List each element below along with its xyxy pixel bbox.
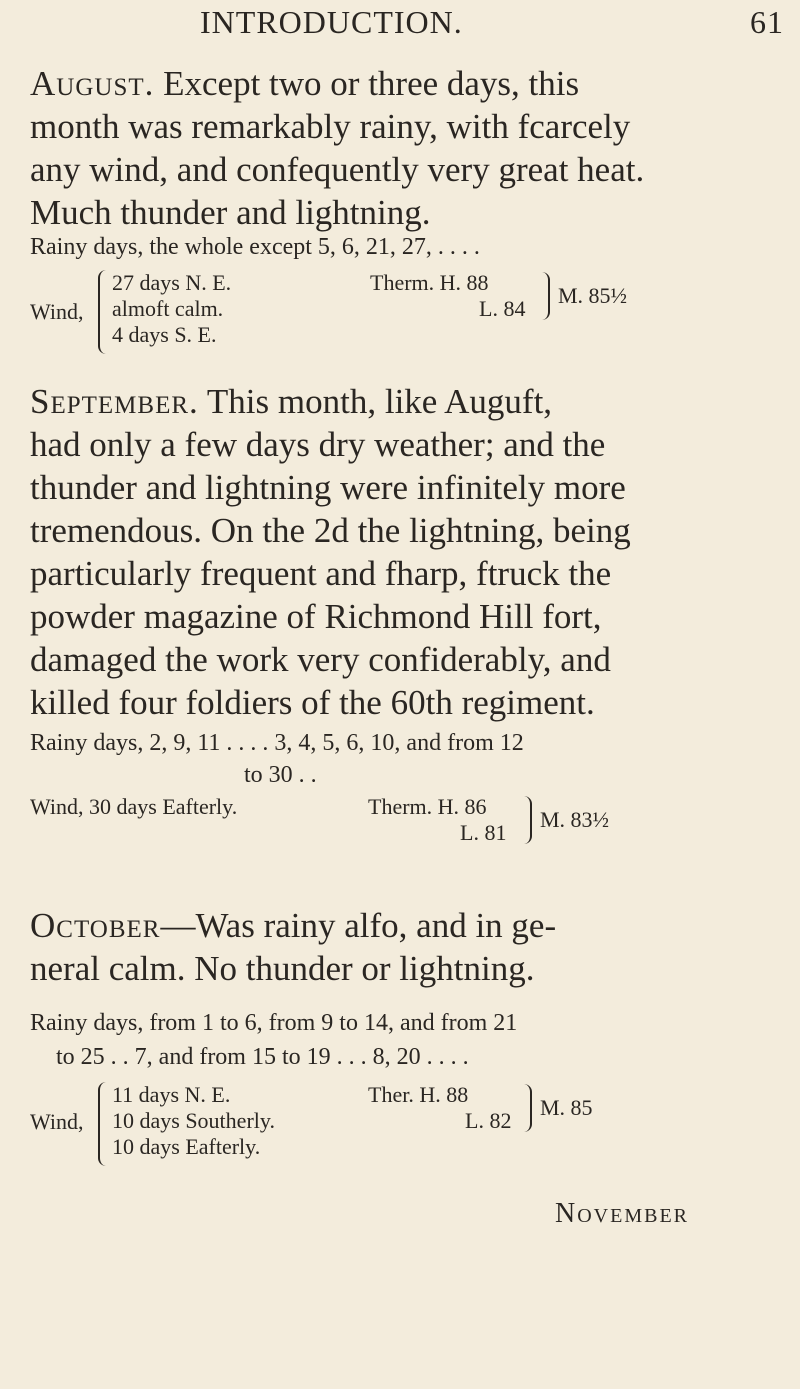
august-rainy-days: Rainy days, the whole except 5, 6, 21, 27, . . . . (30, 234, 480, 260)
october-line-1: neral calm. No thunder or lightning. (30, 949, 535, 988)
october-wind-2: 10 days Southerly. (112, 1108, 275, 1133)
august-wind-label: Wind, (30, 299, 84, 324)
august-therm-high: Therm. H. 88 (370, 270, 489, 295)
august-mean: M. 85½ (558, 283, 628, 308)
august-therm-brace (540, 272, 550, 320)
august-wind-2: almoft calm. (112, 296, 224, 321)
august-line-3: Much thunder and lightning. (30, 193, 431, 232)
october-mean: M. 85 (540, 1095, 593, 1120)
october-text-1: —Was rainy alfo, and in ge- (160, 906, 557, 945)
september-line-3: tremendous. On the 2d the lightning, being (30, 511, 631, 550)
running-head-title: INTRODUCTION. (200, 4, 463, 40)
august-wind-brace (98, 270, 108, 354)
september-rainy-days-2: to 30 . . (244, 762, 317, 788)
october-paragraph (30, 904, 730, 990)
september-therm-low: L. 81 (460, 820, 507, 845)
october-heading: October (30, 906, 161, 945)
september-rainy-days-1: Rainy days, 2, 9, 11 . . . . 3, 4, 5, 6, 10, and from 12 (30, 730, 524, 756)
september-therm-high: Therm. H. 86 (368, 794, 487, 819)
october-wind-brace (98, 1082, 108, 1166)
october-therm-brace (522, 1084, 532, 1132)
october-rainy-days-2: to 25 . . 7, and from 15 to 19 . . . 8, 20 . . . . (56, 1044, 469, 1070)
october-wind-1: 11 days N. E. (112, 1082, 231, 1107)
running-head (0, 4, 800, 48)
august-text-1: Except two or three days, this (163, 64, 580, 103)
page-number: 61 (750, 4, 784, 40)
august-therm-low: L. 84 (479, 296, 526, 321)
october-wind-3: 10 days Eafterly. (112, 1134, 261, 1159)
august-heading: August. (30, 64, 155, 103)
august-wind-3: 4 days S. E. (112, 322, 217, 347)
september-wind: Wind, 30 days Eafterly. (30, 794, 238, 819)
october-therm-high: Ther. H. 88 (368, 1082, 469, 1107)
september-line-6: damaged the work very confiderably, and (30, 640, 611, 679)
catchword: November (555, 1198, 690, 1229)
august-line-1: month was remarkably rainy, with fcarcely (30, 107, 631, 146)
september-line-2: thunder and lightning were infinitely more (30, 468, 626, 507)
october-wind-label: Wind, (30, 1109, 84, 1134)
september-line-7: killed four foldiers of the 60th regiment. (30, 683, 595, 722)
august-line-2: any wind, and confequently very great heat. (30, 150, 645, 189)
september-mean: M. 83½ (540, 807, 610, 832)
september-paragraph (30, 380, 730, 724)
august-wind-1: 27 days N. E. (112, 270, 232, 295)
september-line-4: particularly frequent and fharp, ftruck the (30, 554, 612, 593)
september-therm-brace (522, 796, 532, 844)
august-paragraph (30, 62, 730, 234)
september-text-1: This month, like Auguft, (206, 382, 553, 421)
september-line-5: powder magazine of Richmond Hill fort, (30, 597, 602, 636)
october-rainy-days-1: Rainy days, from 1 to 6, from 9 to 14, and from 21 (30, 1010, 518, 1036)
september-line-1: had only a few days dry weather; and the (30, 425, 606, 464)
october-therm-low: L. 82 (465, 1108, 512, 1133)
september-heading: September. (30, 382, 199, 421)
